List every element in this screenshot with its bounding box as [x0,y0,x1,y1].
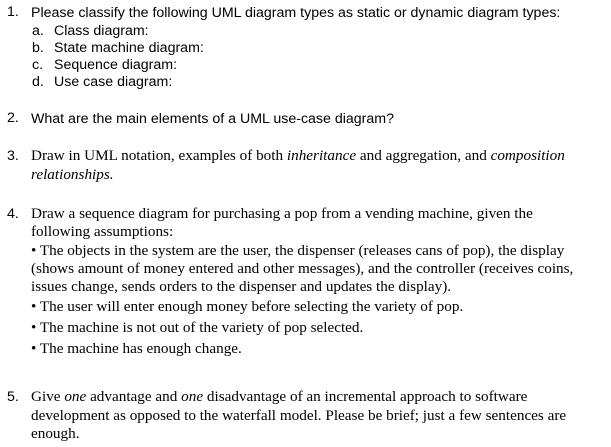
question-2-text: What are the main elements of a UML use-case diagram? [31,111,395,127]
q1-item-d-text: Use case diagram: [54,74,173,90]
q1-item-c-text: Sequence diagram: [54,57,178,73]
q4-bullet-2: • The user will enter enough money before selecting the variety of pop. [31,298,464,315]
q5-em-one-1: one [64,388,87,405]
question-1-number: 1. [7,4,19,20]
q4-bullet-1: • The objects in the system are the user, the dispenser (releases cans of pop), the display [31,242,565,259]
q3-em-inheritance: inheritance [286,147,357,164]
q4-bullet-3: • The machine is not out of the variety of pop selected. [31,319,364,336]
q5-part3: disadvantage of an incremental approach to software [203,388,528,405]
q3-em-relationships: relationships. [31,166,114,183]
q1-item-a-text: Class diagram: [54,23,149,39]
question-5-line-2: development as opposed to the waterfall model. Please be brief; just a few sentences are [31,407,567,424]
q4-bullet-4: • The machine has enough change. [31,340,242,357]
q5-part2: advantage and [86,388,182,405]
q1-item-a-letter: a. [32,23,44,39]
q4-line-4: (shows amount of money entered and other messages), and the controller (receives coins, [31,260,574,277]
question-3-line-2 [31,166,114,184]
q1-item-d-letter: d. [32,74,44,90]
q5-em-one-2: one [181,388,204,405]
question-5-number: 5. [7,389,19,405]
q5-part1: Give [31,388,65,405]
q1-item-b-letter: b. [32,40,44,56]
question-3-line-1 [31,147,565,165]
question-5-line-1 [31,388,527,406]
q4-line-2: following assumptions: [31,223,174,240]
q3-part2: and aggregation, and [356,147,491,164]
question-5-line-3: enough. [31,425,80,442]
q1-item-c-letter: c. [32,57,44,73]
question-3-number: 3. [7,148,19,164]
question-4-number: 4. [7,206,19,222]
q3-em-composition: composition [490,147,565,164]
q1-item-b-text: State machine diagram: [54,40,204,56]
q4-line-1: Draw a sequence diagram for purchasing a pop from a vending machine, given the [31,205,533,222]
q4-line-5: issues change, sends orders to the dispenser and updates the display). [31,278,452,295]
question-1-text: Please classify the following UML diagram types as static or dynamic diagram types: [31,5,561,21]
q3-part1: Draw in UML notation, examples of both [31,147,287,164]
question-2-number: 2. [7,110,19,126]
